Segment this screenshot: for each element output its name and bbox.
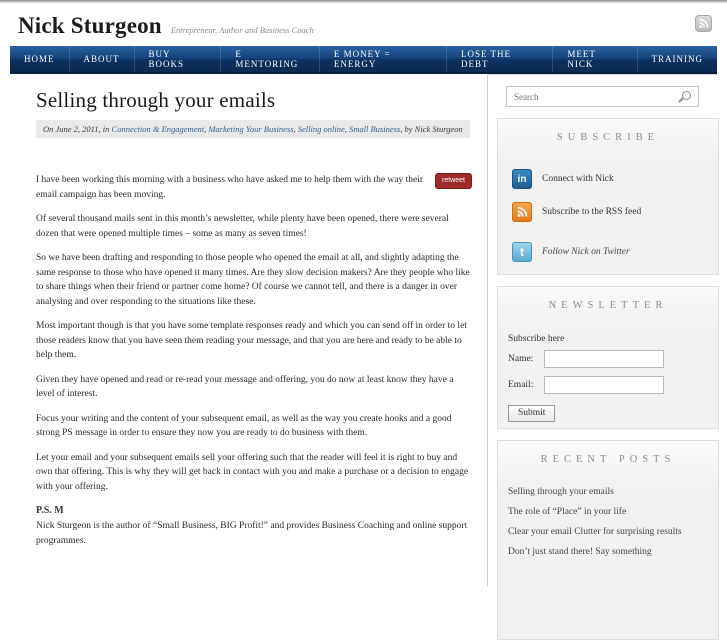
- linkedin-icon: in: [512, 169, 532, 189]
- newsletter-heading: NEWSLETTER: [498, 287, 718, 324]
- recent-post-link[interactable]: Selling through your emails: [508, 487, 614, 497]
- meta-category-link[interactable]: Marketing Your Business: [208, 124, 294, 134]
- meta-prefix: On June 2, 2011, in: [43, 124, 112, 134]
- nav-item-home[interactable]: HOME: [24, 54, 55, 64]
- newsletter-intro: Subscribe here: [508, 334, 565, 344]
- newsletter-box: [497, 286, 719, 429]
- post-paragraph: Given they have opened and read or re-read your message and offering, you do now at least know they have a level of interest.: [36, 374, 454, 399]
- sidebar: [487, 74, 717, 586]
- nav-item-e-money-energy[interactable]: E MONEY = ENERGY: [319, 46, 446, 72]
- main-nav: [10, 46, 717, 74]
- submit-button[interactable]: Submit: [508, 405, 555, 422]
- clipped-text-line: P.S. M: [36, 505, 64, 516]
- post-paragraph: Of several thousand mails sent in this month’s newsletter, while plenty have been opened, there were several dozen that were opened multiple times – some as many as seven times!: [36, 214, 449, 239]
- site-header: [0, 3, 727, 46]
- recent-post-link[interactable]: Clear your email Clutter for surprising results: [508, 527, 682, 537]
- post-title: Selling through your emails: [36, 88, 276, 112]
- post-paragraph: So we have been drafting and responding to those people who opened the email at all, and slightly adapting the same response to those who have opened it many times. Are they slow decision makers? Are they people who like to share things when their friend or partner come home? Of course we cannot tell, and there is a danger in over analysing and over responding to the situations like these.: [36, 253, 470, 307]
- nav-item-about[interactable]: ABOUT: [69, 46, 134, 72]
- subscribe-linkedin-link[interactable]: [512, 169, 718, 189]
- header-rss-button[interactable]: [695, 15, 712, 32]
- meta-separator: ,: [344, 124, 349, 134]
- subscribe-item-label: Subscribe to the RSS feed: [542, 207, 642, 217]
- name-field[interactable]: [544, 350, 664, 368]
- subscribe-item-label: Connect with Nick: [542, 174, 614, 184]
- recent-post-link[interactable]: Don’t just stand there! Say something: [508, 547, 652, 557]
- meta-suffix: , by Nick Sturgeon: [400, 124, 463, 134]
- name-label: Name:: [508, 354, 534, 364]
- nav-item-meet-nick[interactable]: MEET NICK: [552, 46, 636, 72]
- recent-posts-box: [497, 440, 719, 640]
- twitter-icon: t: [512, 242, 532, 262]
- meta-separator: ,: [293, 124, 298, 134]
- search-widget: [506, 86, 699, 107]
- retweet-button[interactable]: retweet: [435, 173, 472, 189]
- subscribe-box: [497, 118, 719, 275]
- content-area: [10, 74, 717, 586]
- post-meta: [36, 120, 470, 138]
- nav-item-buy-books[interactable]: BUY BOOKS: [134, 46, 221, 72]
- main-column: [10, 74, 487, 586]
- magnifier-icon[interactable]: [682, 91, 691, 100]
- meta-category-link[interactable]: Small Business: [349, 124, 401, 134]
- meta-separator: ,: [204, 124, 209, 134]
- rss-icon: [698, 18, 709, 29]
- subscribe-twitter-link[interactable]: [512, 242, 718, 262]
- recent-posts-heading: RECENT POSTS: [498, 441, 718, 478]
- meta-category-link[interactable]: Selling online: [297, 124, 345, 134]
- subscribe-item-label: Follow Nick on Twitter: [542, 247, 630, 257]
- site-tagline: Entrepreneur, Author and Business Coach: [170, 25, 314, 35]
- post-paragraph: Most important though is that you have some template responses ready and which you can send off in order to let those readers know that you have seen them reading your message, and that you are here and ready to be able to help them.: [36, 321, 467, 360]
- nav-item-e-mentoring[interactable]: E MENTORING: [220, 46, 319, 72]
- subscribe-heading: SUBSCRIBE: [498, 119, 718, 156]
- subscribe-rss-link[interactable]: [512, 202, 718, 222]
- email-label: Email:: [508, 380, 534, 390]
- email-field[interactable]: [544, 376, 664, 394]
- search-input[interactable]: [506, 86, 699, 107]
- meta-category-link[interactable]: Connection & Engagement: [111, 124, 205, 134]
- post-paragraph: Let your email and your subsequent emails sell your offering such that the reader will feel it is right to buy and own that offering. This is why they will get back in contact with you and make a purchase or a decision to engage with your offering.: [36, 452, 469, 492]
- post-body: [36, 173, 472, 548]
- post-paragraph: Focus your writing and the content of your subsequent email, as well as the way you create hooks and a good strong PS message in order to ensure they now you are ready to do business with them.: [36, 413, 452, 438]
- rss-icon: [512, 202, 532, 222]
- post-paragraph: I have been working this morning with a business who have asked me to help them with the way their email campaign has been moving.: [36, 175, 424, 200]
- nav-item-training[interactable]: TRAINING: [637, 46, 718, 72]
- post-author-note: Nick Sturgeon is the author of “Small Business, BIG Profit!” and provides Business Coaching and online support programmes.: [36, 521, 468, 546]
- recent-post-link[interactable]: The role of “Place” in your life: [508, 507, 627, 517]
- site-title[interactable]: Nick Sturgeon: [18, 13, 162, 38]
- nav-item-lose-the-debt[interactable]: LOSE THE DEBT: [446, 46, 552, 72]
